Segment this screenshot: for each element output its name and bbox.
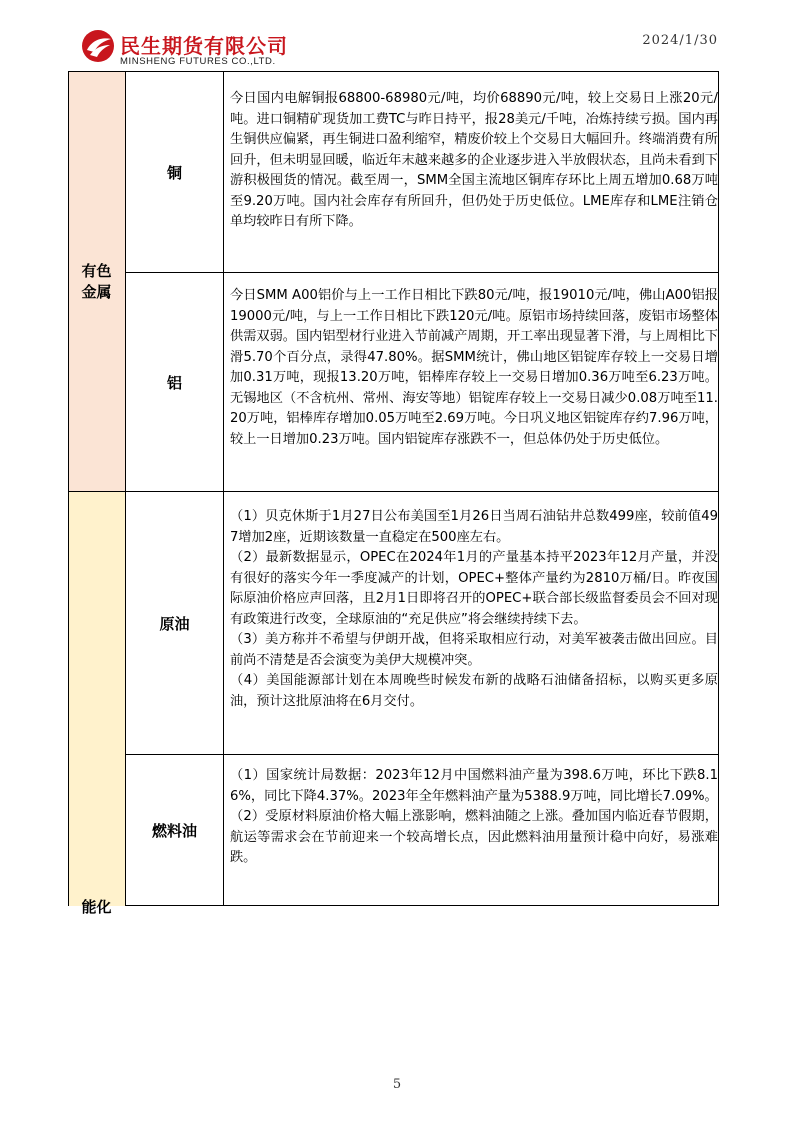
table-row-divider-copper bbox=[125, 272, 719, 273]
minsheng-logo-icon bbox=[80, 28, 116, 64]
category-label-energy: 能化 bbox=[81, 898, 112, 916]
commentary-copper-text: 今日国内电解铜报68800-68980元/吨，均价68890元/吨，较上交易日上涨20元/吨。进口铜精矿现货加工费TC与昨日持平，报28美元/千吨，冶炼持续亏损。国内再生铜供应偏紧，再生铜进口盈利缩窄，精废价较上个交易日大幅回升。终端消费有所回升，但未明显回暖，临近年末越来越多的企业逐步进入半放假状态，且尚未看到下游积极囤货的情况。截至周一，SMM全国主流地区铜库存环比上周五增加0.68万吨至9.20万吨。国内社会库存有所回升，但仍处于历史低位。LME库存和LME注销仓单均较昨日有所下降。 bbox=[230, 91, 718, 229]
table-row-divider-sections bbox=[68, 491, 719, 492]
crude-paragraph-2: （2）最新数据显示，OPEC在2024年1月的产量基本持平2023年12月产量，并没有很好的落实今年一季度减产的计划，OPEC+整体产量约为2810万桶/日。昨夜国际原油价格应声回落，且2月1日即将召开的OPEC+联合部长级监督委员会不回对现有政策进行改变，全球原油的“充足供应”将会继续持续下去。 bbox=[230, 550, 718, 627]
fuel-oil-paragraph-2: （2）受原材料原油价格大幅上涨影响，燃料油随之上涨。叠加国内临近春节假期，航运等需求会在节前迎来一个较高增长点，因此燃料油用量预计稳中向好，易涨难跌。 bbox=[230, 809, 718, 865]
company-name-cn: 民生期货有限公司 bbox=[120, 34, 288, 58]
category-label-nonferrous: 有色金属 bbox=[81, 261, 112, 301]
commentary-crude bbox=[230, 507, 718, 712]
crude-paragraph-1: （1）贝克休斯于1月27日公布美国至1月26日当周石油钻井总数499座，较前值497增加2座，近期该数量一直稳定在500座左右。 bbox=[230, 509, 718, 545]
crude-paragraph-4: （4）美国能源部计划在本周晚些时候发布新的战略石油储备招标，以购买更多原油，预计这批原油将在6月交付。 bbox=[230, 673, 718, 709]
page-header bbox=[0, 0, 794, 72]
company-name-en: MINSHENG FUTURES CO.,LTD. bbox=[120, 56, 276, 67]
commodity-name-aluminum: 铝 bbox=[166, 373, 182, 392]
table-border-bottom bbox=[125, 905, 719, 906]
commentary-aluminum bbox=[230, 286, 718, 450]
table-border-right bbox=[718, 72, 719, 906]
page-number: 5 bbox=[392, 1077, 402, 1092]
table-divider-name bbox=[223, 72, 224, 906]
commodity-table bbox=[68, 72, 719, 916]
commodity-name-copper: 铜 bbox=[166, 163, 182, 182]
commodity-name-crude: 原油 bbox=[159, 614, 190, 633]
category-cell-energy bbox=[68, 492, 125, 916]
commentary-copper bbox=[230, 89, 718, 233]
report-date: 2024/1/30 bbox=[642, 33, 718, 48]
fuel-oil-paragraph-1: （1）国家统计局数据：2023年12月中国燃料油产量为398.6万吨，环比下跌8.16%，同比下降4.37%。2023年全年燃料油产量为5388.9万吨，同比增长7.09%。 bbox=[230, 768, 718, 804]
commentary-fuel-oil bbox=[230, 766, 718, 869]
table-row-divider-crude bbox=[125, 754, 719, 755]
commentary-aluminum-text: 今日SMM A00铝价与上一工作日相比下跌80元/吨，报19010元/吨，佛山A00铝报19000元/吨，与上一工作日相比下跌120元/吨。原铝市场持续回落，废铝市场整体供需双弱。国内铝型材行业进入节前减产周期，开工率出现显著下滑，与上周相比下滑5.70个百分点，录得47.80%。据SMM统计，佛山地区铝锭库存较上一交易日增加0.31万吨，现报13.20万吨，铝棒库存较上一交易日增加0.36万吨至6.23万吨。无锡地区（不含杭州、常州、海安等地）铝锭库存较上一交易日减少0.08万吨至11.20万吨，铝棒库存增加0.05万吨至2.69万吨。今日巩义地区铝锭库存约7.96万吨，较上一日增加0.23万吨。国内铝锭库存涨跌不一，但总体仍处于历史低位。 bbox=[230, 288, 718, 447]
crude-paragraph-3: （3）美方称并不希望与伊朗开战，但将采取相应行动，对美军被袭击做出回应。目前尚不清楚是否会演变为美伊大规模冲突。 bbox=[230, 632, 718, 668]
category-cell-nonferrous bbox=[68, 72, 125, 491]
commodity-name-fuel-oil: 燃料油 bbox=[151, 822, 197, 840]
table-divider-category bbox=[125, 72, 126, 906]
table-border-left bbox=[68, 72, 69, 906]
